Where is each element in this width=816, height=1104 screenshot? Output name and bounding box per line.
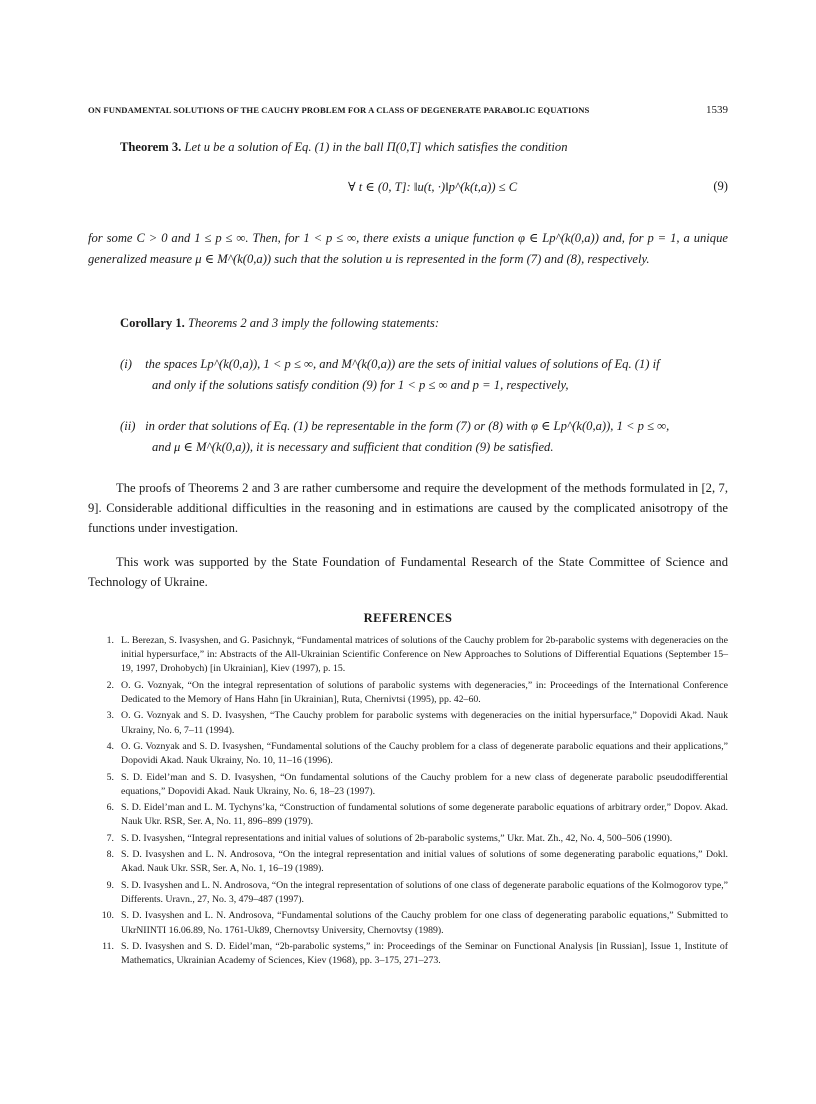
item-label: (i) bbox=[120, 357, 132, 371]
references-title: REFERENCES bbox=[363, 611, 453, 625]
reference-item: 3. O. G. Voznyak and S. D. Ivasyshen, “The Cauchy problem for parabolic systems with degeneracies on the initial hypersurface,” Dopovidi Akad. Nauk Ukrainy, No. 6, 7–11 (1994). bbox=[106, 710, 728, 736]
reference-item: 10. S. D. Ivasyshen and L. N. Androsova, “Fundamental solutions of the Cauchy problem for one class of degenerating parabolic equations,” Submitted to UkrNIINTI 16.06.89, No. 1761-Uk89, Chernovtsy University, Chernovtsy (1989). bbox=[101, 910, 728, 936]
theorem-label: Theorem 3. bbox=[120, 140, 182, 154]
item-line: the spaces Lp^(k(0,a)), 1 < p ≤ ∞, and M^(k(0,a)) are the sets of initial values of solutions of Eq. (1) if bbox=[145, 357, 660, 371]
corollary-label: Corollary 1. bbox=[120, 316, 185, 330]
page-header bbox=[88, 104, 728, 116]
reference-item: 7. S. D. Ivasyshen, “Integral representations and initial values of solutions of 2b-parabolic systems,” Ukr. Mat. Zh., 42, No. 4, 500–506 (1990). bbox=[106, 832, 673, 844]
theorem-statement: Let u be a solution of Eq. (1) in the ball Π(0,T] which satisfies the condition bbox=[184, 140, 568, 154]
item-line: and only if the solutions satisfy condition (9) for 1 < p ≤ ∞ and p = 1, respectively, bbox=[152, 378, 569, 392]
corollary-heading bbox=[120, 316, 730, 331]
paragraph-text: The proofs of Theorems 2 and 3 are rather cumbersome and require the development of the methods formulated in [2, 7, 9]. Considerable additional difficulties in the reasoning and in estimations are caused by the complicated anisotropy of the functions under investigation. bbox=[88, 481, 728, 535]
reference-item: 8. S. D. Ivasyshen and L. N. Androsova, “On the integral representation and initial values of solutions of some degenerating parabolic equations,” Dokl. Akad. Nauk Ukr. SSR, Ser. A, No. 1, 16–19 (1989). bbox=[106, 849, 728, 875]
page-number: 1539 bbox=[706, 104, 728, 116]
reference-item: 11. S. D. Ivasyshen and S. D. Eidel’man, “2b-parabolic systems,” in: Proceedings of the Seminar on Functional Analysis [in Russian], Issue 1, Institute of Mathematics, Ukrainian Academy of Sciences, Kiev (1968), pp. 3–175, 271–273. bbox=[102, 940, 728, 967]
reference-item: 9. S. D. Ivasyshen and L. N. Androsova, “On the integral representation of solutions of one class of degenerate parabolic equations of the Kolmogorov type,” Differents. Uravn., 27, No. 3, 479–487 (1997). bbox=[106, 879, 728, 905]
reference-item: 4. O. G. Voznyak and S. D. Ivasyshen, “Fundamental solutions of the Cauchy problem for a class of degenerate parabolic equations and their applications,” Dopovidi Akad. Nauk Ukrainy, No. 10, 11–16 (1996). bbox=[106, 740, 728, 767]
theorem-continuation: for some C > 0 and 1 ≤ p ≤ ∞. Then, for 1 < p ≤ ∞, there exists a unique function φ ∈ Lp^(k(0,a)) and, for p = 1, a unique generalized measure μ ∈ M^(k(0,a)) such that the solution u is represented in the form (7) and (8), respectively. bbox=[88, 231, 728, 266]
formula-expression: ∀ t ∈ (0, T]: ‖u(t, ·)‖p^(k(t,a)) ≤ C bbox=[348, 180, 518, 194]
reference-item: 1. L. Berezan, S. Ivasyshen, and G. Pasichnyk, “Fundamental matrices of solutions of the Cauchy problem for 2b-parabolic systems with degeneracies on the initial hypersurface,” in: Abstracts of the All-Ukrainian Scientific Conference on New Approaches to Solutions of Differential Equations (September 15–19, 1997, Drohobych) [in Ukrainian], Kiev (1997), p. 15. bbox=[106, 635, 728, 675]
running-head: ON FUNDAMENTAL SOLUTIONS OF THE CAUCHY PROBLEM FOR A CLASS OF DEGENERATE PARABOLIC EQUATIONS bbox=[88, 105, 590, 115]
item-label: (ii) bbox=[120, 419, 136, 433]
item-line: in order that solutions of Eq. (1) be representable in the form (7) or (8) with φ ∈ Lp^(k(0,a)), 1 < p ≤ ∞, bbox=[145, 419, 670, 433]
paragraph-text: This work was supported by the State Foundation of Fundamental Research of the State Committee of Science and Technology of Ukraine. bbox=[88, 555, 728, 589]
theorem-heading bbox=[120, 140, 730, 155]
reference-item: 2. O. G. Voznyak, “On the integral representation of solutions of parabolic systems with degeneracies,” in: Proceedings of the International Conference Dedicated to the Memory of Hans Hahn [in Ukrainian], Ruta, Chernivtsi (1995), pp. 42–60. bbox=[106, 679, 728, 705]
corollary-item-i bbox=[120, 354, 730, 396]
reference-item: 5. S. D. Eidel’man and S. D. Ivasyshen, “On fundamental solutions of the Cauchy problem for a new class of degenerate parabolic pseudodifferential equations,” Dopovidi Akad. Nauk Ukrainy, No. 6, 18–23 (1997). bbox=[106, 771, 728, 797]
equation-number: (9) bbox=[713, 179, 728, 193]
corollary-item-ii bbox=[120, 416, 730, 458]
reference-item: 6. S. D. Eidel’man and L. M. Tychyns’ka, “Construction of fundamental solutions of some degenerate parabolic equations of arbitrary order,” Dopov. Akad. Nauk Ukr. RSR, Ser. A, No. 11, 896–899 (1979). bbox=[106, 802, 728, 828]
body-paragraph bbox=[88, 478, 728, 538]
body-paragraph bbox=[88, 552, 728, 592]
reference-list bbox=[88, 634, 728, 971]
item-line: and μ ∈ M^(k(0,a)), it is necessary and sufficient that condition (9) be satisfied. bbox=[152, 440, 554, 454]
corollary-intro: Theorems 2 and 3 imply the following statements: bbox=[187, 316, 440, 330]
